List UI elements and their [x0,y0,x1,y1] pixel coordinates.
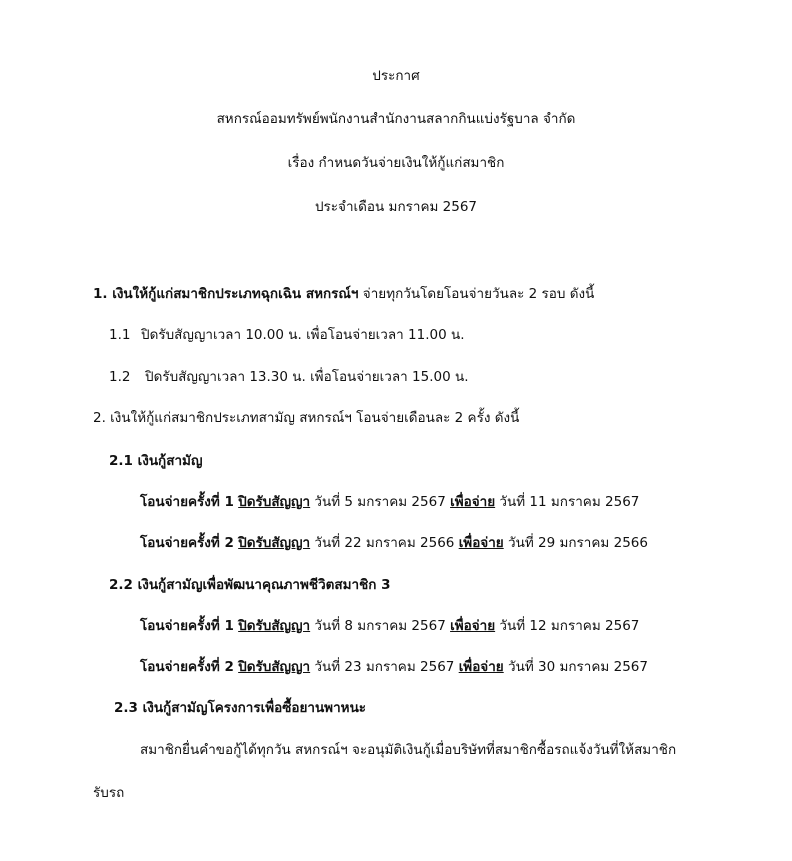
pay-label: เพื่อจ่าย [458,535,504,551]
round-label: โอนจ่ายครั้งที่ 2 [140,659,234,675]
payment-row [140,492,639,512]
item-number: 1.2 [109,369,131,385]
item-number: 1.1 [109,327,131,343]
item-text: ปิดรับสัญญาเวลา 13.30 น. เพื่อโอนจ่ายเวลา 15.00 น. [145,369,469,385]
subsection-2-2-heading: 2.2 เงินกู้สามัญเพื่อพัฒนาคุณภาพชีวิตสมาชิก 3 [109,577,391,593]
section1-item [109,325,464,345]
pay-label: เพื่อจ่าย [450,494,496,510]
section1-heading [93,284,594,304]
close-label: ปิดรับสัญญา [238,535,311,551]
announcement-title: ประกาศ [372,68,420,84]
pay-date: วันที่ 30 มกราคม 2567 [503,659,648,675]
round-label: โอนจ่ายครั้งที่ 1 [140,494,234,510]
round-label: โอนจ่ายครั้งที่ 2 [140,535,234,551]
section1-item [109,367,468,387]
round-label: โอนจ่ายครั้งที่ 1 [140,618,234,634]
item-text: ปิดรับสัญญาเวลา 10.00 น. เพื่อโอนจ่ายเวลา 11.00 น. [141,327,465,343]
payment-row [140,657,648,677]
payment-row [140,616,639,636]
close-date: วันที่ 5 มกราคม 2567 [310,494,451,510]
subsection-2-3-body-continued: รับรถ [93,785,125,801]
payment-row [140,533,648,553]
close-label: ปิดรับสัญญา [238,494,311,510]
close-label: ปิดรับสัญญา [238,659,311,675]
close-date: วันที่ 23 มกราคม 2567 [310,659,459,675]
pay-date: วันที่ 12 มกราคม 2567 [495,618,640,634]
pay-date: วันที่ 29 มกราคม 2566 [503,535,648,551]
subsection-2-3-body: สมาชิกยื่นคำขอกู้ได้ทุกวัน สหกรณ์ฯ จะอนุมัติเงินกู้เมื่อบริษัทที่สมาชิกซื้อรถแจ้งวันที่ให้สมาชิก [140,742,677,758]
subsection-2-1-heading: 2.1 เงินกู้สามัญ [109,453,203,469]
close-label: ปิดรับสัญญา [238,618,311,634]
close-date: วันที่ 8 มกราคม 2567 [310,618,451,634]
pay-label: เพื่อจ่าย [458,659,504,675]
pay-date: วันที่ 11 มกราคม 2567 [495,494,640,510]
organization-name: สหกรณ์ออมทรัพย์พนักงานสำนักงานสลากกินแบ่งรัฐบาล จำกัด [216,111,576,127]
section2-heading: 2. เงินให้กู้แก่สมาชิกประเภทสามัญ สหกรณ์ฯ โอนจ่ายเดือนละ 2 ครั้ง ดังนี้ [93,410,520,426]
section1-heading-bold: 1. เงินให้กู้แก่สมาชิกประเภทฉุกเฉิน สหกรณ์ฯ [93,286,359,302]
subject-line: เรื่อง กำหนดวันจ่ายเงินให้กู้แก่สมาชิก [287,155,505,171]
section1-heading-rest: จ่ายทุกวันโดยโอนจ่ายวันละ 2 รอบ ดังนี้ [358,286,595,302]
subsection-2-3-heading: 2.3 เงินกู้สามัญโครงการเพื่อซื้อยานพาหนะ [114,700,367,716]
period-line: ประจำเดือน มกราคม 2567 [314,199,478,215]
close-date: วันที่ 22 มกราคม 2566 [310,535,459,551]
pay-label: เพื่อจ่าย [450,618,496,634]
